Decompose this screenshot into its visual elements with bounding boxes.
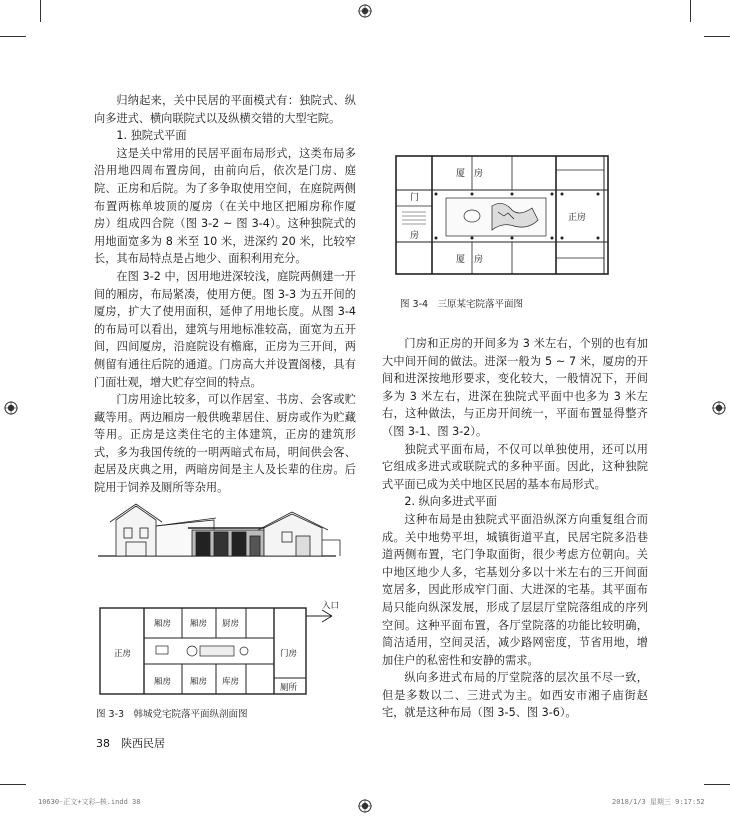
label-menfang: 门房 (280, 649, 298, 659)
courtyard-objects (156, 646, 248, 656)
label-cesuo: 厕所 (280, 683, 298, 693)
trim-mark (704, 784, 730, 785)
label-rukou: 入口 (322, 601, 340, 611)
left-text-column (94, 92, 356, 497)
trim-mark (40, 0, 41, 22)
section-heading-2: 2. 纵向多进式平面 (404, 495, 497, 509)
section-and-plan-drawing (96, 498, 356, 698)
page-folio: 38 陕西民居 (96, 737, 165, 750)
trim-mark (704, 36, 730, 37)
stair-hatch (402, 212, 426, 224)
registration-mark-left (4, 401, 18, 415)
figure-caption: 图 3-3 韩城党宅院落平面纵剖面图 (96, 709, 248, 720)
paragraph: 这是关中常用的民居平面布局形式，这类布局多沿用地四周布置房间，由前向后，依次是门房、庭院、正房和后院。为了多争取使用空间，在庭院两侧布置两栋单坡顶的厦房（在关中地区把厢房称作厦房）组成四合院（图 3-2 ~ 图 3-4）。这种独院式的用地面宽多为 8 米至 10 米，进深约 20 米，比较窄长，其布局特点是占地少、面积利用充分。 (94, 146, 356, 266)
label-xiangfang: 厢房 (190, 677, 208, 687)
trim-mark (0, 36, 26, 37)
paragraph: 纵向多进式布局的厅堂院落的层次虽不尽一致，但是多数以二、三进式为主。如西安市湘子庙街赵宅，就是这种布局（图 3-5、图 3-6）。 (382, 671, 648, 720)
slug-left: 10630-正文+文彩—核.indd 38 (38, 798, 141, 806)
trim-mark (0, 784, 26, 785)
figure-caption: 图 3-4 三原某宅院落平面图 (400, 299, 524, 310)
label-xiafang: 厦 房 (456, 169, 484, 179)
label-zhengfang: 正房 (568, 213, 587, 223)
label-xiangfang: 厢房 (190, 619, 208, 629)
right-text-column (382, 335, 648, 722)
registration-mark-top (358, 4, 372, 18)
figure-3-3 (96, 498, 356, 720)
paragraph: 独院式平面布局，不仅可以单独使用，还可以用它组成多进式或联院式的多种平面。因此，这种独院式平面已成为关中地区民居的基本布局形式。 (382, 442, 648, 491)
label-men: 门 (410, 193, 420, 203)
section-heading-1: 1. 独院式平面 (116, 129, 187, 143)
label-chufang: 厨房 (222, 619, 240, 629)
trim-mark (690, 0, 691, 22)
section-drawing (98, 504, 340, 556)
label-xiafang: 厦 房 (456, 255, 484, 265)
label-xiangfang: 厢房 (154, 677, 172, 687)
courtyard (446, 198, 546, 236)
intro-paragraph: 归纳起来，关中民居的平面模式有：独院式、纵向多进式、横向联院式以及纵横交错的大型宅院。 (94, 94, 356, 125)
slug-right: 2018/1/3 星期三 9:17:52 (612, 798, 705, 806)
plan-drawing (392, 150, 632, 280)
figure-3-4 (392, 150, 632, 310)
paragraph: 门房用途比较多，可以作居室、书房、会客或贮藏等用。两边厢房一般供晚辈居住、厨房或作为贮藏等用。正房是这类住宅的主体建筑，正房的建筑形式，多为我国传统的一明两暗式布局，明间供会客、起居及庆典之用，两暗房间是主人及长辈的住房。后院用于饲养及厕所等杂用。 (94, 393, 356, 495)
label-xiangfang: 厢房 (154, 619, 172, 629)
label-zhengfang: 正房 (114, 649, 132, 659)
paragraph: 在图 3-2 中，因用地进深较浅，庭院两侧建一开间的厢房，布局紧凑，使用方便。图 3-3 为五开间的厦房，扩大了使用面积，延伸了用地长度。从图 3-4 的布局可以看出，建筑与用地标准较高，面宽为五开间，四间厦房，沿庭院设有檐廊，正房为三开间，两侧留有通往后院的通道。门房高大并设置阁楼，具有门面壮观，增大贮存空间的特点。 (94, 269, 356, 389)
label-kufang: 库房 (222, 677, 240, 687)
label-fang: 房 (410, 231, 420, 241)
registration-mark-bottom (358, 799, 372, 813)
paragraph: 门房和正房的开间多为 3 米左右，个别的也有加大中间开间的做法。进深一般为 5 ~ 7 米，厦房的开间和进深按地形要求，变化较大，一般情况下，开间多为 3 米左右，进深在独院式平面中也多为 3 米左右，这种做法，与正房开间统一，平面布置显得整齐（图 3-1、图 3-2）。 (382, 337, 648, 438)
paragraph: 这种布局是由独院式平面沿纵深方向重复组合而成。关中地势平坦，城镇街道平直，民居宅院多沿巷道两侧布置，宅门争取面街，很少考虑方位朝向。关中地区地少人多，宅基划分多以十米左右的三开间面宽居多，因此形成窄门面、大进深的宅基。其平面布局只能向纵深发展，形成了层层厅堂院落组成的序列空间。这种平面布置，各厅堂院落的功能比较明确，简洁适用，空间灵活，减少路网密度，节省用地，增加住户的私密性和安静的需求。 (382, 512, 648, 667)
registration-mark-right (712, 401, 726, 415)
